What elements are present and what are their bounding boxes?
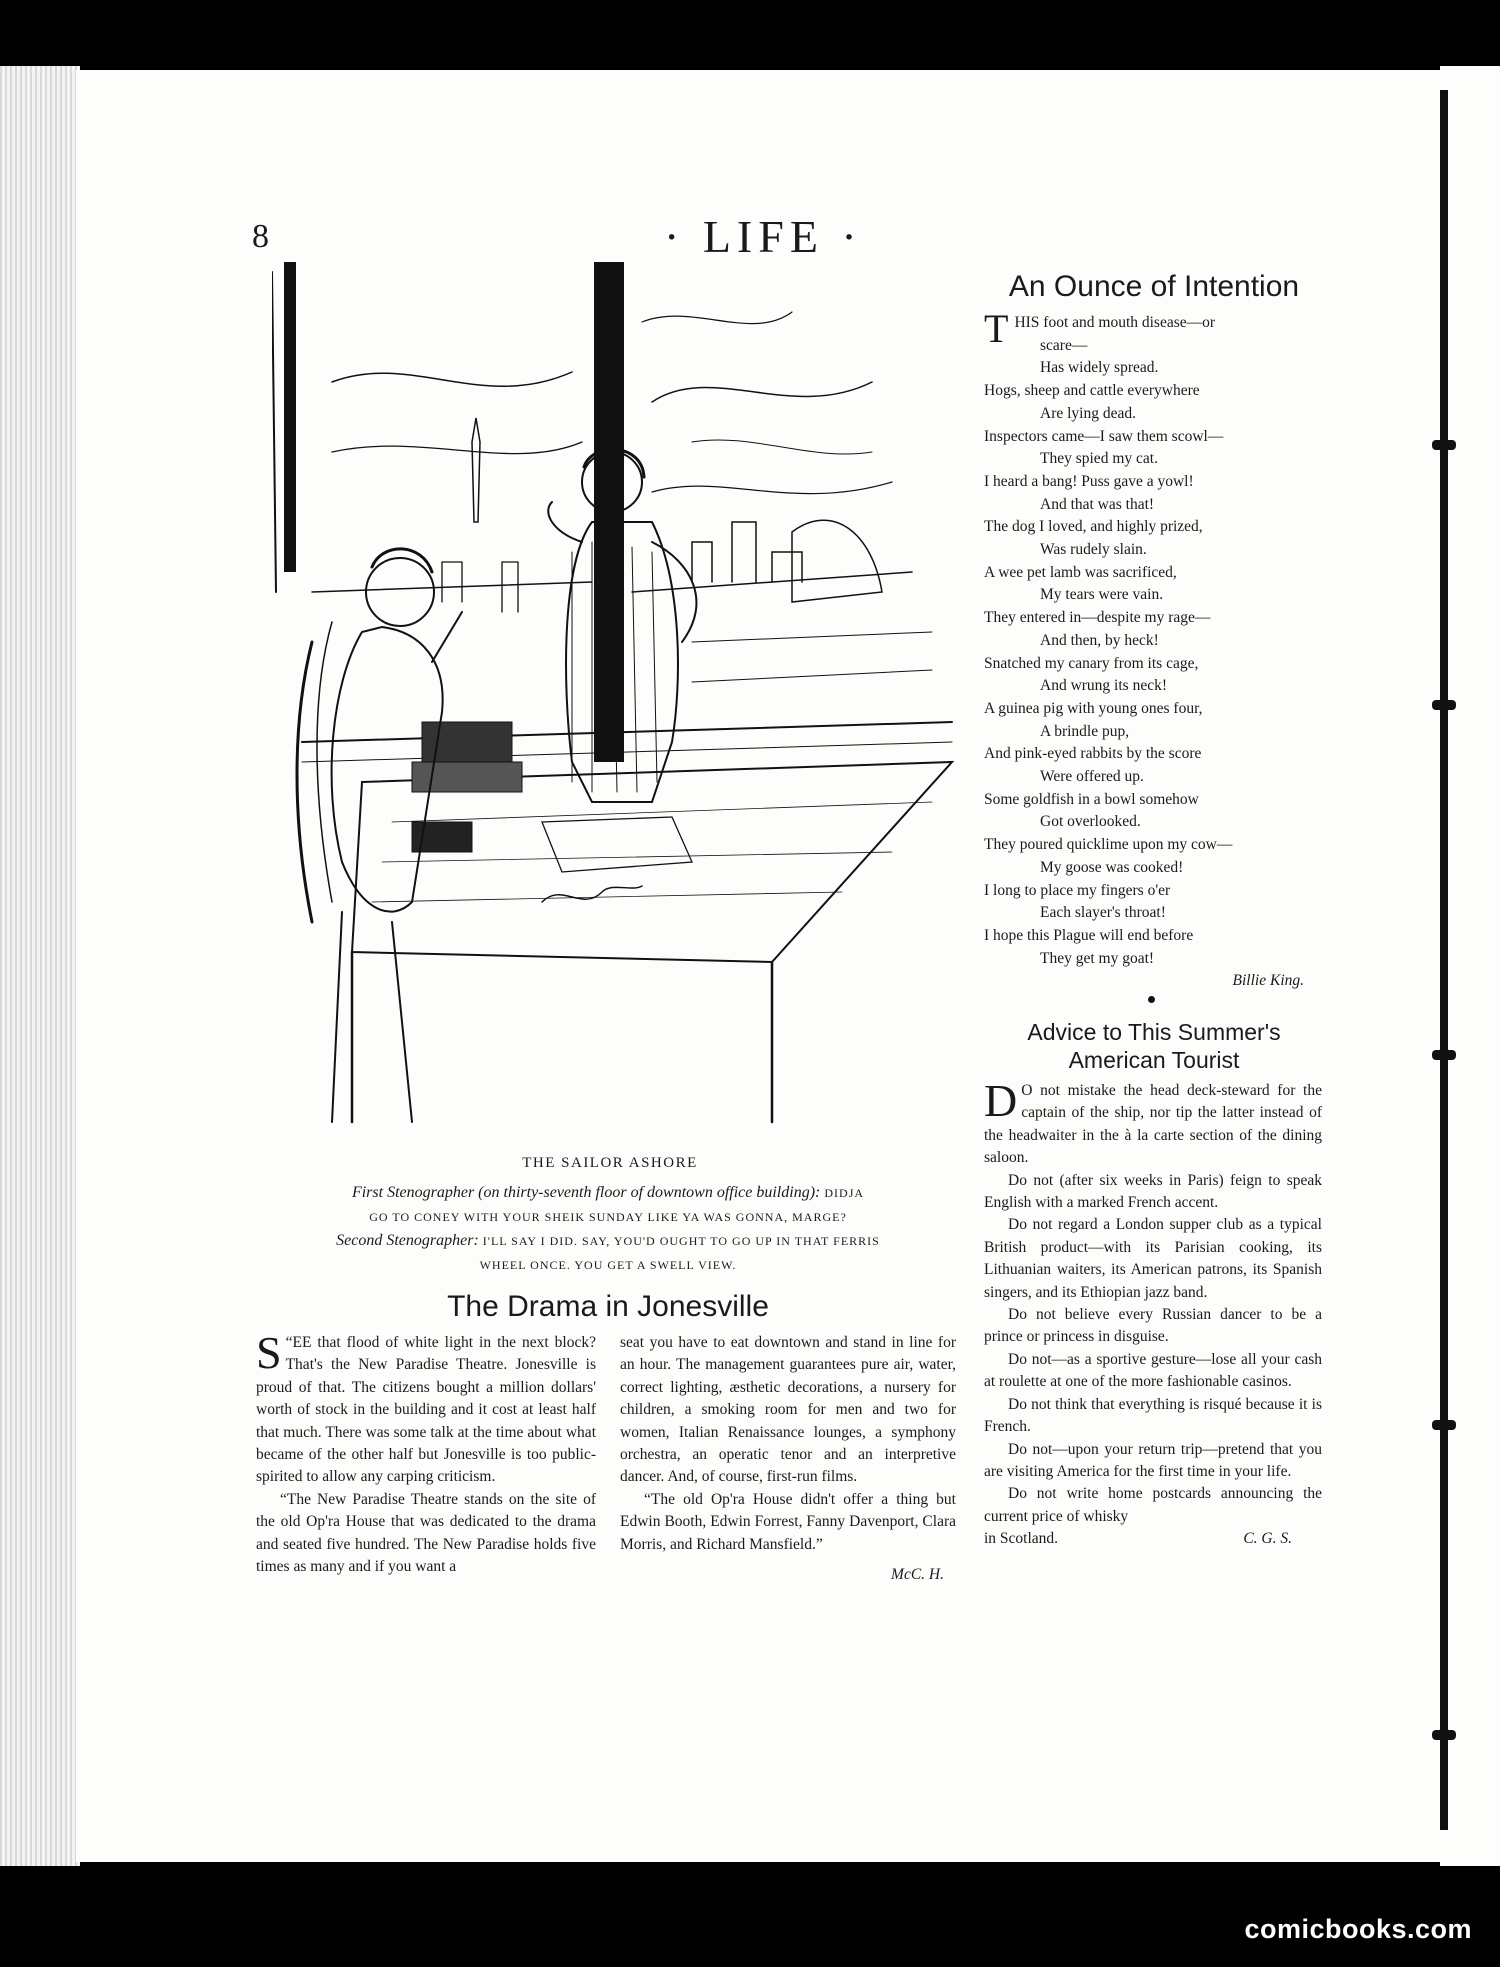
- poem-line: They get my goat!: [1040, 949, 1155, 967]
- advice-signature: C. G. S.: [1243, 1530, 1292, 1548]
- poem-line: My tears were vain.: [1040, 586, 1164, 604]
- poem-line: They poured quicklime upon my cow—: [984, 836, 1233, 854]
- poem-line: I long to place my fingers o'er: [984, 881, 1171, 899]
- advice-paragraph: Do not—upon your return trip—pretend that you are visiting America for the first time in your life.: [984, 1440, 1322, 1480]
- article-title: The Drama in Jonesville: [447, 1290, 769, 1323]
- poem-line: The dog I loved, and highly prized,: [984, 518, 1203, 536]
- poem-line: Each slayer's throat!: [1040, 904, 1166, 922]
- poem-line: Hogs, sheep and cattle everywhere: [984, 382, 1200, 400]
- poem-line: My goose was cooked!: [1040, 858, 1184, 876]
- poem-line: scare—: [1040, 336, 1088, 354]
- poem-title: An Ounce of Intention: [1008, 270, 1300, 303]
- drop-cap: S: [256, 1327, 282, 1378]
- cartoon-caption-line: [252, 1230, 964, 1252]
- poem-line: A brindle pup,: [1040, 722, 1130, 740]
- facing-page-strip: [1440, 66, 1500, 1866]
- poem-line: Were offered up.: [1040, 768, 1144, 786]
- advice-title: [984, 1018, 1324, 1074]
- advice-title-line: American Tourist: [1068, 1047, 1240, 1073]
- article-paragraph: “The New Paradise Theatre stands on the site of the old Op'ra House that was dedicated to the drama and seated five hundred. The New Paradise holds five times as many and if you want a: [256, 1490, 596, 1576]
- dialogue-text: DIDJA: [824, 1186, 865, 1200]
- advice-paragraph: Do not believe every Russian dancer to be a prince or princess in disguise.: [984, 1306, 1322, 1346]
- poem-line: And then, by heck!: [1040, 631, 1159, 649]
- poem-line: THIS foot and mouth disease—or: [984, 306, 1216, 351]
- poem-line: Snatched my canary from its cage,: [984, 654, 1199, 672]
- advice-paragraph: Do not—as a sportive gesture—lose all your cash at roulette at one of the more fashionable casinos.: [984, 1350, 1322, 1391]
- drop-cap: T: [984, 306, 1009, 351]
- poem-line: I hope this Plague will end before: [984, 926, 1194, 944]
- dialogue-text: WHEEL ONCE. YOU GET A SWELL VIEW.: [479, 1258, 737, 1272]
- drop-cap: D: [984, 1075, 1018, 1126]
- binding-knot: [1432, 440, 1456, 450]
- article-paragraph: [256, 1327, 596, 1489]
- poem-line: Has widely spread.: [1040, 359, 1159, 377]
- binding-knot: [1432, 1420, 1456, 1430]
- poem-line: Was rudely slain.: [1040, 541, 1147, 559]
- poem-line: And pink-eyed rabbits by the score: [984, 745, 1202, 763]
- advice-title-line: Advice to This Summer's: [1027, 1019, 1281, 1045]
- advice-paragraph: Do not write home postcards announcing the current price of whisky: [984, 1485, 1322, 1525]
- poem-line: A guinea pig with young ones four,: [984, 699, 1203, 717]
- advice-paragraph: Do not (after six weeks in Paris) feign to speak English with a marked French accent.: [984, 1171, 1322, 1212]
- section-divider-dot: [1148, 996, 1155, 1003]
- speaker-label: Second Stenographer:: [336, 1232, 479, 1249]
- advice-paragraph: Do not think that everything is risqué because it is French.: [984, 1395, 1322, 1436]
- poem-line: And that was that!: [1040, 495, 1155, 513]
- article-paragraph: seat you have to eat downtown and stand in line for an hour. The management guarantees pure air, water, correct lighting, æsthetic decorations, a nursery for children, a smoking room for men and two for women, Italian Renaissance lounges, a symphony orchestra, an operatic tenor and an interpretive dancer. And, of course, first-run films.: [620, 1334, 956, 1486]
- article-column-1: [256, 1327, 596, 1578]
- poem-line: Got overlooked.: [1040, 813, 1141, 831]
- poem-line: Inspectors came—I saw them scowl—: [984, 427, 1224, 445]
- poem-signature: Billie King.: [1232, 972, 1304, 990]
- binding-cord: [1440, 90, 1448, 1830]
- book-page-edges: [0, 66, 80, 1866]
- dialogue-text: I'LL SAY I DID. SAY, YOU'D OUGHT TO GO UP IN THAT FERRIS: [482, 1234, 880, 1248]
- masthead-title: · LIFE ·: [664, 211, 863, 262]
- poem-body: [984, 306, 1324, 993]
- cartoon-caption-line: [252, 1182, 964, 1204]
- page-number: 8: [252, 218, 269, 255]
- speaker-label: First Stenographer (on thirty-seventh floor of downtown office building):: [351, 1184, 821, 1201]
- paragraph-text: O not mistake the head deck-steward for the captain of the ship, nor tip the latter instead of the headwaiter in the à la carte section of the dining saloon.: [984, 1082, 1322, 1167]
- advice-paragraph: Do not regard a London supper club as a typical British product—with its Parisian cooking, its Lithuanian waiters, its American patrons, its Spanish singers, and its Ethiopian jazz band.: [984, 1216, 1322, 1301]
- advice-closing-line: [984, 1528, 1322, 1550]
- poem-line: Some goldfish in a bowl somehow: [984, 790, 1199, 808]
- advice-paragraph: [984, 1075, 1322, 1170]
- paragraph-text: in Scotland.: [984, 1530, 1059, 1548]
- binding-knot: [1432, 1050, 1456, 1060]
- poem-line: A wee pet lamb was sacrificed,: [984, 563, 1177, 581]
- dialogue-text: GO TO CONEY WITH YOUR SHEIK SUNDAY LIKE YA WAS GONNA, MARGE?: [369, 1210, 847, 1224]
- poem-line: They entered in—despite my rage—: [984, 609, 1211, 627]
- advice-column: [984, 1075, 1322, 1551]
- poem-line: I heard a bang! Puss gave a yowl!: [984, 472, 1194, 490]
- article-column-2: [620, 1332, 956, 1586]
- quote-mark: “: [285, 1334, 293, 1351]
- paragraph-text: EE that flood of white light in the next block? That's the New Paradise Theatre. Jonesville is proud of that. The citizens bought a million dollars' worth of stock in the building and it cost at least half that much. There was some talk at the time about what became of the other half but Jonesville is too public-spirited to allow any carping criticism.: [256, 1334, 596, 1486]
- poem-line: They spied my cat.: [1040, 450, 1158, 468]
- binding-knot: [1432, 1730, 1456, 1740]
- article-paragraph: “The old Op'ra House didn't offer a thing but Edwin Booth, Edwin Forrest, Fanny Davenport, Clara Morris, and Richard Mansfield.”: [620, 1490, 956, 1553]
- poem-line: Are lying dead.: [1040, 404, 1136, 422]
- watermark-text: comicbooks.com: [1244, 1914, 1472, 1944]
- binding-knot: [1432, 700, 1456, 710]
- cartoon-illustration: [272, 262, 964, 1150]
- article-signature: McC. H.: [891, 1566, 944, 1584]
- poem-line: And wrung its neck!: [1040, 677, 1167, 695]
- cartoon-caption-title: THE SAILOR ASHORE: [522, 1155, 698, 1171]
